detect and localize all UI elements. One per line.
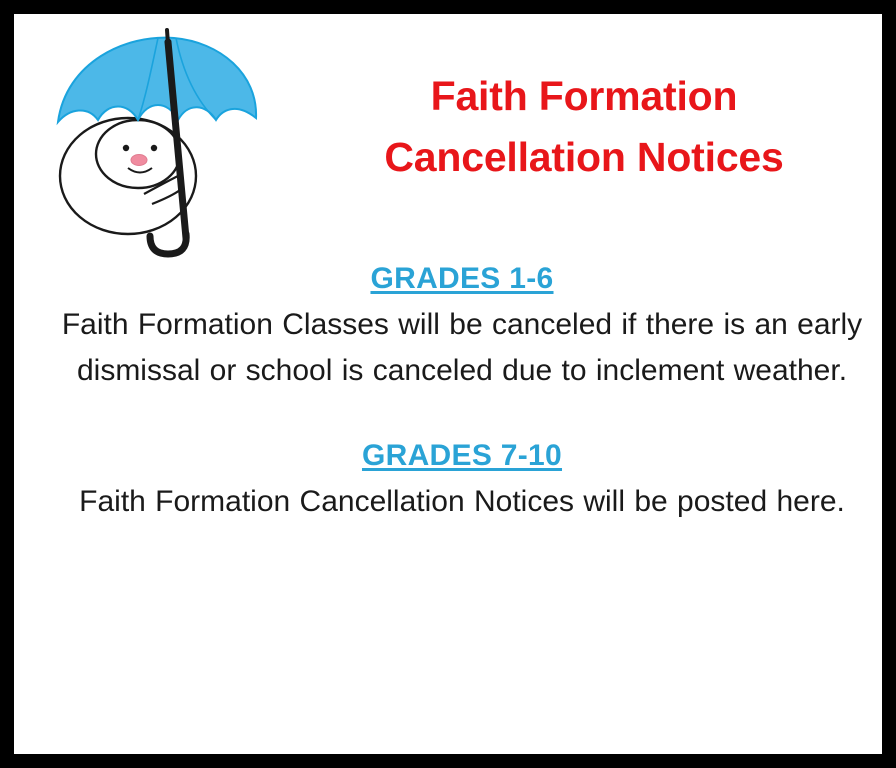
section-title-grades-1-6: GRADES 1-6 xyxy=(370,262,554,295)
title-line-1: Faith Formation xyxy=(430,73,738,119)
section-spacer xyxy=(32,393,892,439)
notice-content xyxy=(14,14,882,754)
section-title-grades-7-10: GRADES 7-10 xyxy=(361,439,563,473)
snowman-with-umbrella-icon xyxy=(40,26,270,261)
section-grades-7-10 xyxy=(32,439,892,525)
notice-sections xyxy=(32,262,892,525)
section-grades-1-6 xyxy=(32,262,892,393)
page-title xyxy=(284,66,884,187)
section-body-grades-1-6: Faith Formation Classes will be canceled if there is an early dismissal or school is canceled due to inclement weather. xyxy=(61,308,863,387)
section-body-grades-7-10: Faith Formation Cancellation Notices will be posted here. xyxy=(79,485,845,519)
title-line-2: Cancellation Notices xyxy=(384,133,784,180)
